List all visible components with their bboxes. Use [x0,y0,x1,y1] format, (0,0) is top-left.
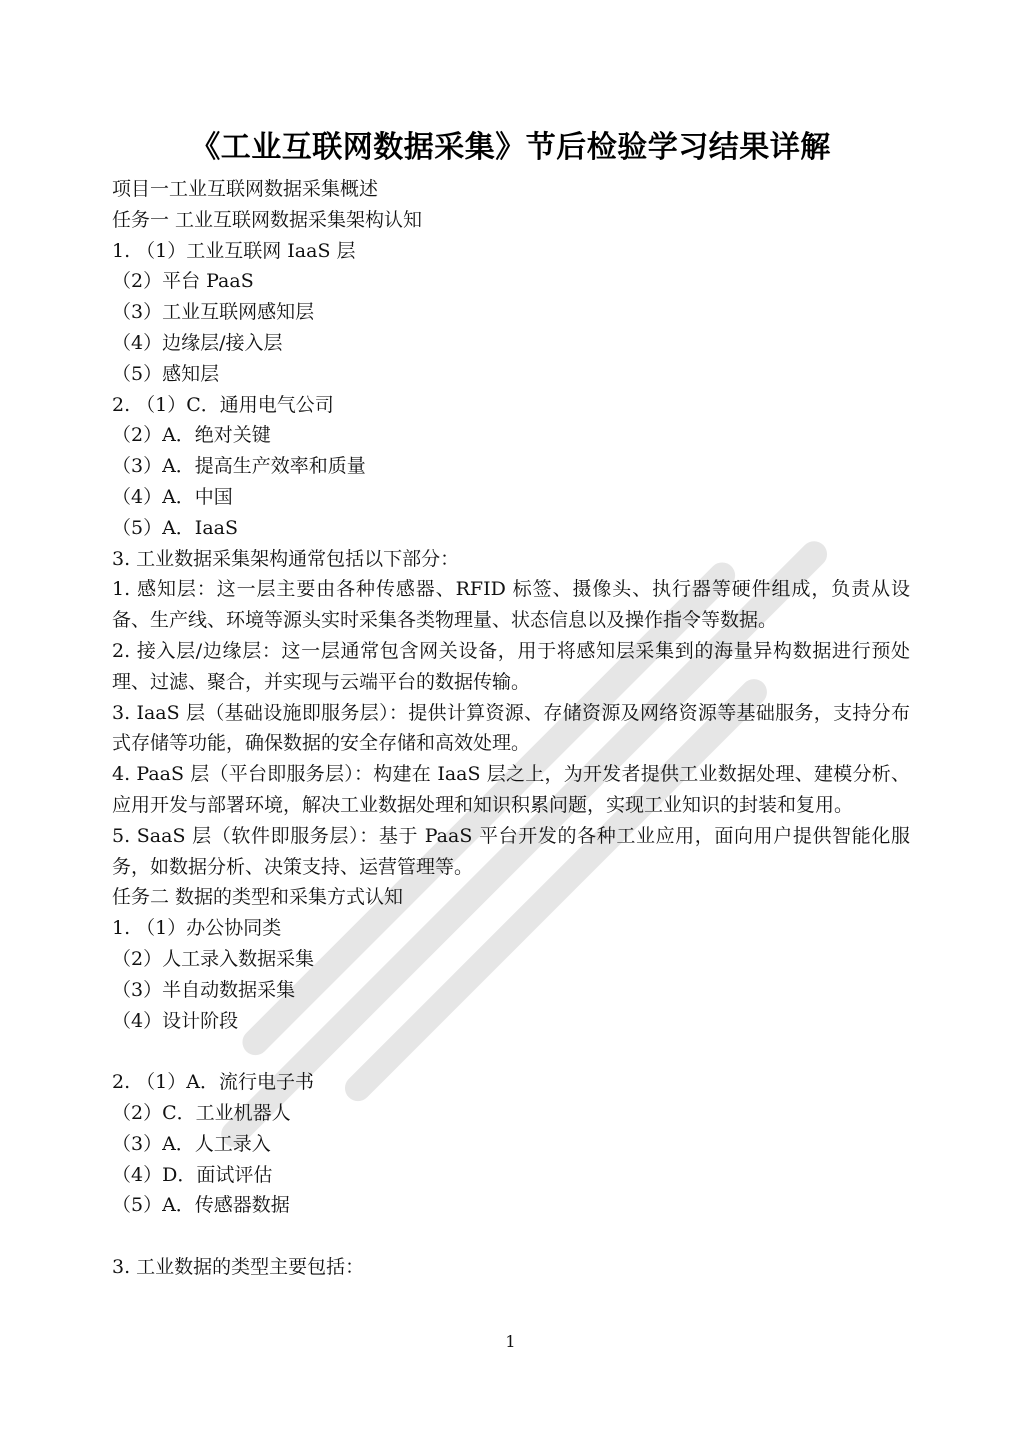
answer-line: （5）A．IaaS [112,516,238,539]
answer-line: （2）人工录入数据采集 [112,947,315,970]
document-title: 《工业互联网数据采集》节后检验学习结果详解 [190,130,831,165]
project-heading: 项目一工业互联网数据采集概述 [112,178,379,200]
answer-paragraph: 3. IaaS 层（基础设施即服务层）：提供计算资源、存储资源及网络资源等基础服务，支持分布式存储等功能，确保数据的安全存储和高效处理。 [112,701,910,755]
task-heading: 任务二 数据的类型和采集方式认知 [112,886,404,909]
answer-line: （4）边缘层/接入层 [112,331,283,354]
answer-paragraph: 2. 接入层/边缘层：这一层通常包含网关设备，用于将感知层采集到的海量异构数据进行预处理、过滤、聚合，并实现与云端平台的数据传输。 [112,639,910,693]
answer-paragraph: 1. 感知层：这一层主要由各种传感器、RFID 标签、摄像头、执行器等硬件组成，负责从设备、生产线、环境等源头实时采集各类物理量、状态信息以及操作指令等数据。 [112,578,910,632]
task-heading: 任务一 工业互联网数据采集架构认知 [112,208,423,231]
answer-paragraph: 4. PaaS 层（平台即服务层）：构建在 IaaS 层之上，为开发者提供工业数据处理、建模分析、应用开发与部署环境，解决工业数据处理和知识积累问题，实现工业知识的封装和复用。 [112,763,910,816]
answer-line: （3）半自动数据采集 [112,978,296,1001]
answer-line: （4）设计阶段 [112,1009,239,1032]
document-body [112,174,910,1283]
answer-line: （2）C．工业机器人 [112,1101,291,1124]
answer-paragraph: 5. SaaS 层（软件即服务层）：基于 PaaS 平台开发的各种工业应用，面向用户提供智能化服务，如数据分析、决策支持、运营管理等。 [112,824,910,878]
answer-line: 3. 工业数据采集架构通常包括以下部分： [112,547,460,570]
answer-line: （5）A．传感器数据 [112,1194,290,1217]
answer-line: 3. 工业数据的类型主要包括： [112,1255,365,1278]
blank-line [112,1221,910,1252]
answer-line: 1. （1）工业互联网 IaaS 层 [112,239,356,262]
answer-line: （3）工业互联网感知层 [112,301,315,324]
page-number: 1 [505,1332,516,1351]
answer-line: （3）A．人工录入 [112,1132,271,1155]
answer-line: （4）D．面试评估 [112,1163,273,1186]
answer-line: （4）A．中国 [112,485,233,508]
answer-line: 2. （1）C．通用电气公司 [112,393,334,416]
answer-line: （2）A．绝对关键 [112,424,271,447]
answer-line: （2）平台 PaaS [112,270,254,293]
answer-line: 1. （1）办公协同类 [112,917,282,940]
answer-line: 2. （1）A．流行电子书 [112,1071,314,1094]
answer-line: （3）A．提高生产效率和质量 [112,455,366,478]
blank-line [112,1036,910,1067]
answer-line: （5）感知层 [112,362,220,385]
